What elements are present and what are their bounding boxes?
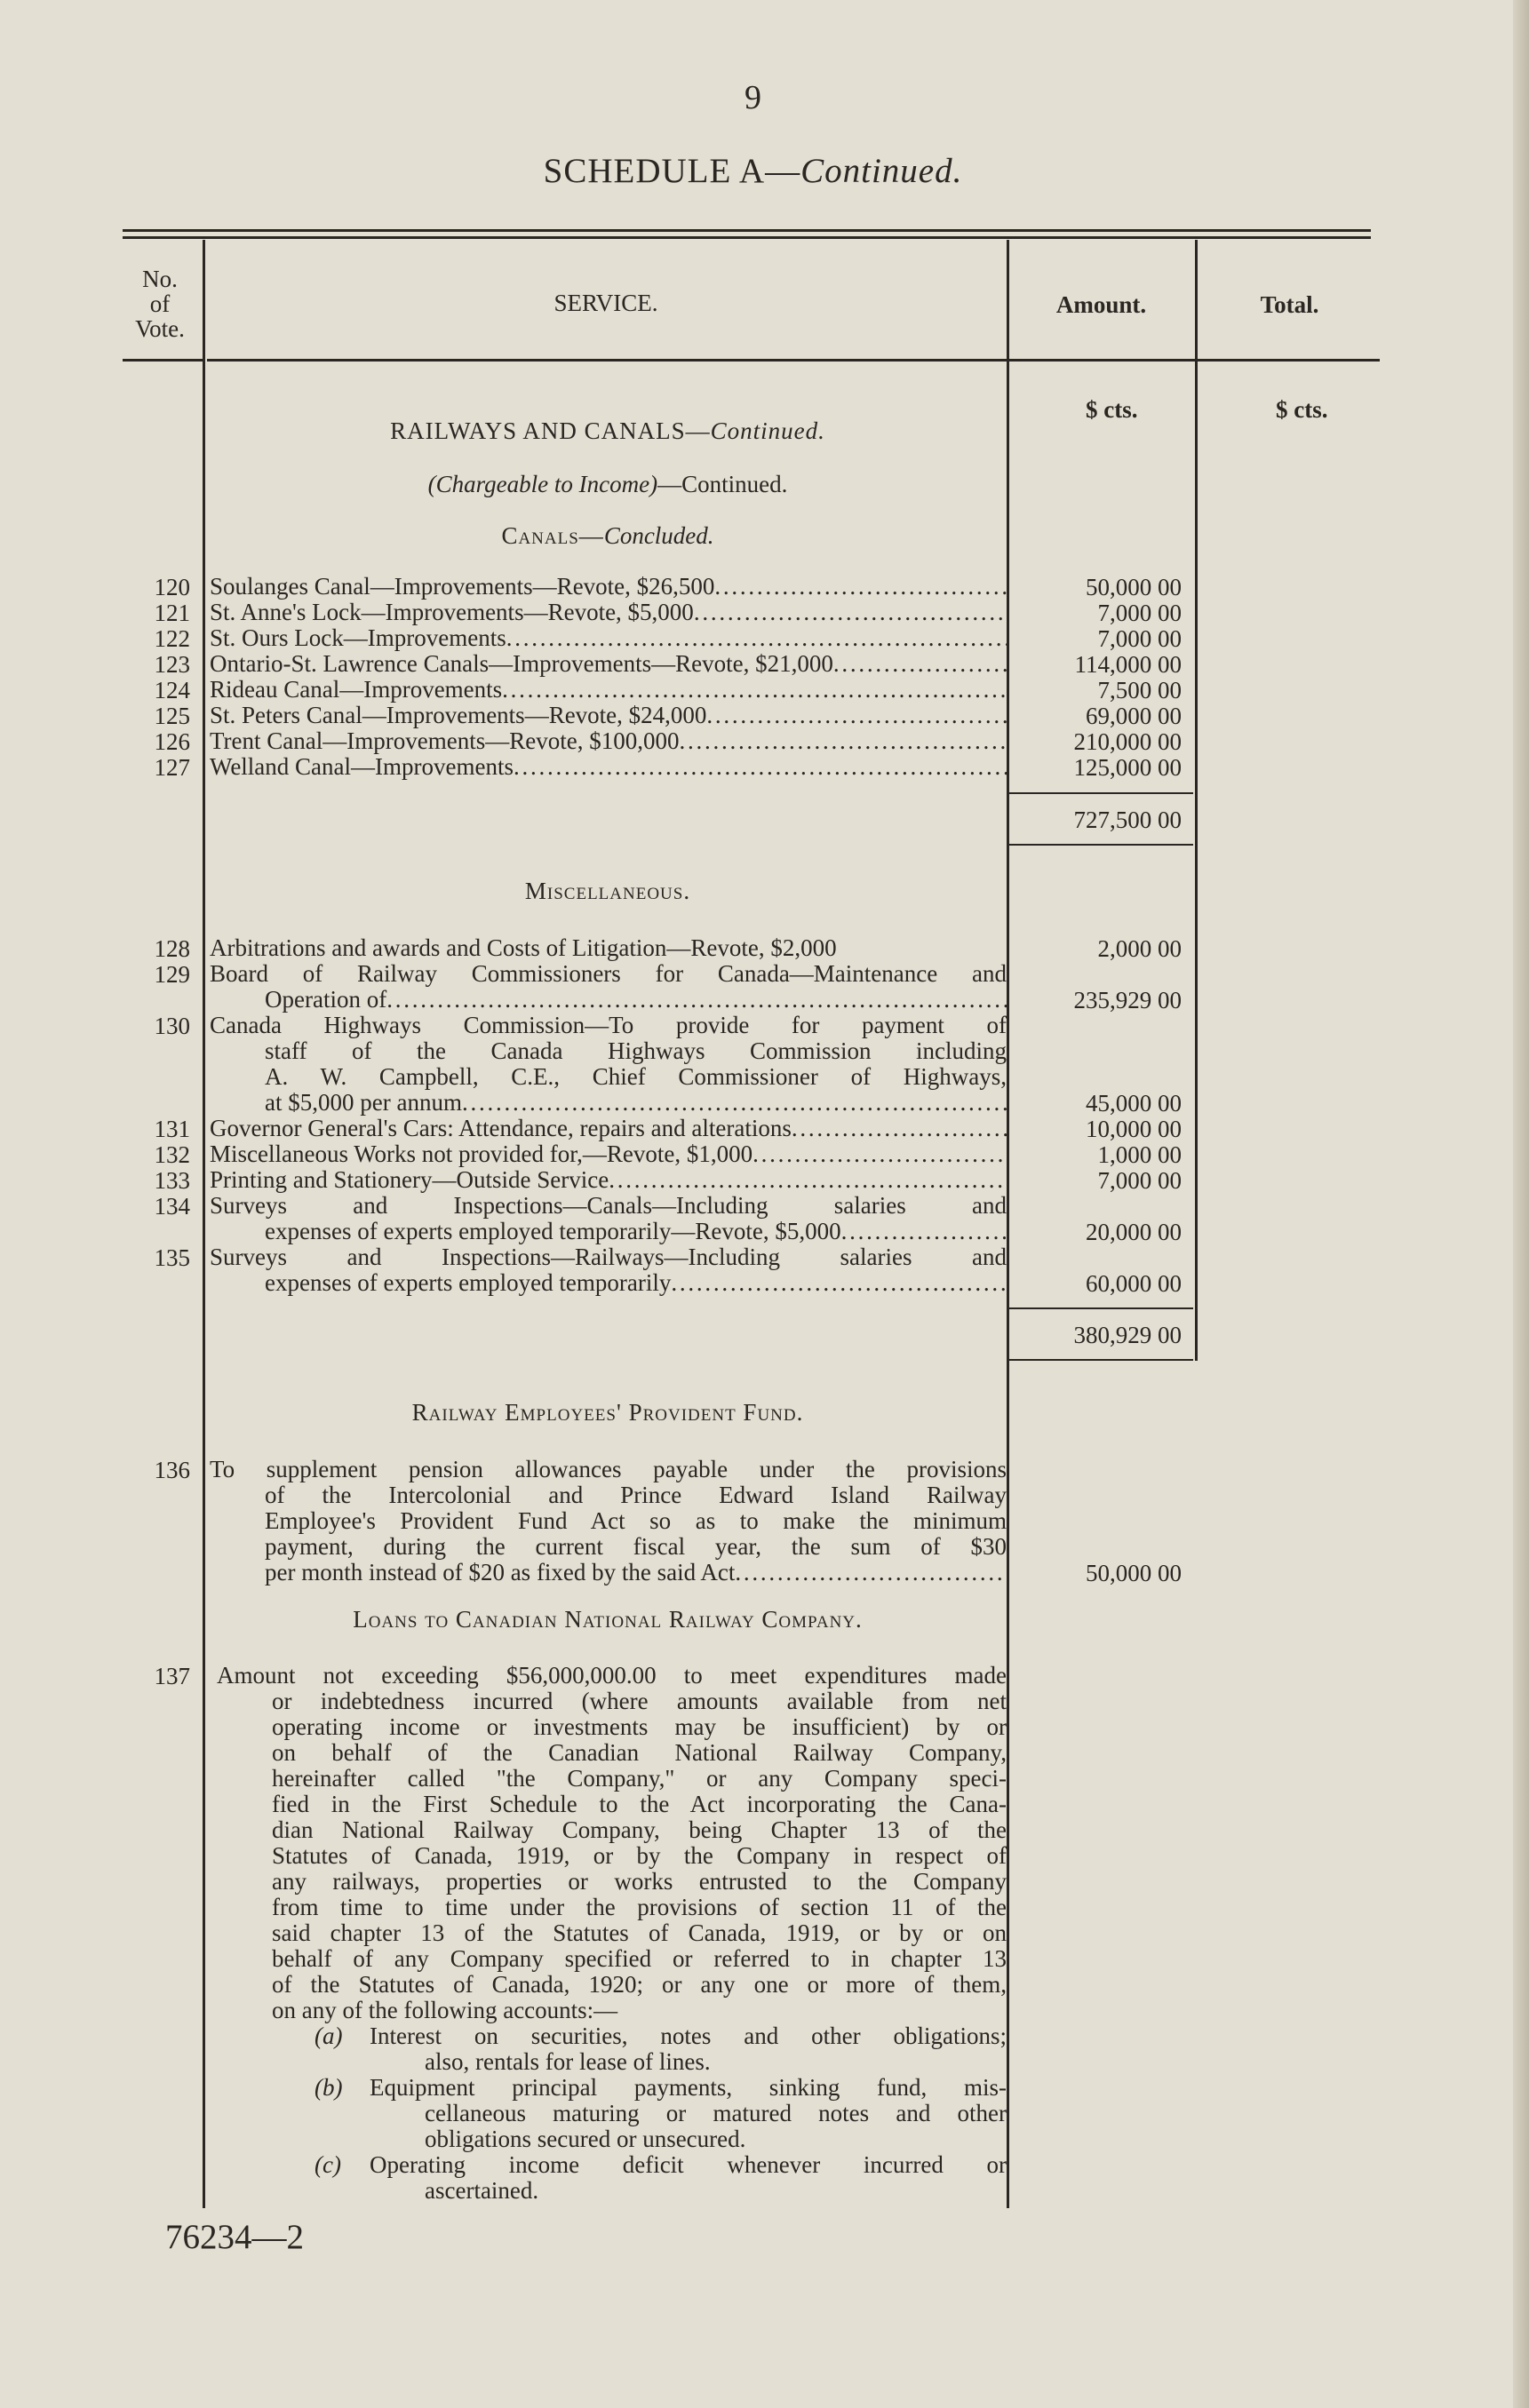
amount-value: 7,500 00 [1097, 677, 1182, 703]
service-text: also, rentals for lease of lines. [425, 2048, 711, 2075]
total-col-header: Total. [1260, 291, 1319, 318]
service-text: at $5,000 per annum [265, 1089, 462, 1116]
chargeable-heading: (Chargeable to Income)—Continued. [427, 471, 788, 497]
col-divider-vote [203, 240, 205, 2208]
service-text: Operation of [265, 986, 387, 1013]
vote-number: 130 [154, 1013, 190, 1039]
service-text: Amount not exceeding $56,000,000.00 to meet expenditures made [217, 1662, 1007, 1689]
service-text: staff of the Canada Highways Commission including [265, 1037, 1007, 1064]
page-edge [1513, 0, 1529, 2408]
amount-value: 235,929 00 [1073, 987, 1182, 1013]
service-text: payment, during the current fiscal year, the sum of $30 [265, 1533, 1007, 1560]
service-text: A. W. Campbell, C.E., Chief Commissioner of Highways, [265, 1063, 1007, 1090]
service-text: Governor General's Cars: Attendance, repairs and alterations [210, 1115, 792, 1141]
vote-number: 124 [154, 677, 190, 703]
service-text: any railways, properties or works entrusted to the Company [272, 1868, 1007, 1895]
amount-value: 114,000 00 [1074, 651, 1182, 678]
service-text: obligations secured or unsecured. [425, 2126, 746, 2152]
amount-value: 50,000 00 [1086, 1560, 1182, 1586]
vote-number: 132 [154, 1141, 190, 1168]
canals-services [210, 574, 1007, 780]
service-text: said chapter 13 of the Statutes of Canada, 1919, or by or on [272, 1919, 1007, 1946]
misc-total: 380,929 00 [1073, 1322, 1182, 1348]
service-text: from time to time under the provisions of section 11 of the [272, 1894, 1007, 1920]
vote-number: 136 [154, 1457, 190, 1483]
service-text: Printing and Stationery—Outside Service [210, 1166, 609, 1193]
vote-number: 137 [154, 1663, 190, 1689]
vote-number: 125 [154, 703, 190, 729]
service-text: Canada Highways Commission—To provide for payment of [210, 1012, 1007, 1038]
provident-service [210, 1457, 1007, 1585]
misc-services [210, 935, 1007, 1296]
provident-heading: Railway Employees' Provident Fund. [411, 1399, 804, 1426]
service-text: behalf of any Company specified or referred to in chapter 13 [272, 1945, 1007, 1972]
vote-number: 127 [154, 754, 190, 781]
service-text: To supplement pension allowances payable under the provisions [210, 1456, 1007, 1482]
service-text: Surveys and Inspections—Canals—Including salaries and [210, 1192, 1007, 1219]
sub-label: (c) [315, 2151, 341, 2178]
service-col-header: SERVICE. [553, 290, 658, 316]
vote-number: 135 [154, 1244, 190, 1271]
service-text: operating income or investments may be insufficient) by or [272, 1713, 1007, 1740]
sub-label: (b) [315, 2074, 343, 2101]
service-text: Trent Canal—Improvements—Revote, $100,000 [210, 727, 680, 754]
vote-number: 120 [154, 574, 190, 600]
loans-heading: Loans to Canadian National Railway Company. [353, 1606, 863, 1633]
service-text: dian National Railway Company, being Chapter 13 of the [272, 1816, 1007, 1843]
amount-value: 60,000 00 [1086, 1270, 1182, 1297]
service-text: Equipment principal payments, sinking fund, mis- [370, 2074, 1007, 2101]
amount-value: 210,000 00 [1073, 728, 1182, 755]
misc-subtotal-rule-top [1008, 1307, 1193, 1309]
service-text: per month instead of $20 as fixed by the said Act [265, 1559, 736, 1585]
service-text: of the Statutes of Canada, 1920; or any one or more of them, [272, 1971, 1007, 1998]
amount-col-header: Amount. [1055, 291, 1147, 318]
service-text: Rideau Canal—Improvements [210, 676, 503, 703]
vote-number: 122 [154, 625, 190, 652]
top-rule-1 [123, 229, 1371, 232]
service-text: Interest on securities, notes and other obligations; [370, 2023, 1007, 2049]
top-rule-2 [123, 236, 1371, 239]
amount-value: 7,000 00 [1097, 600, 1182, 626]
vote-col-header: No. of Vote. [135, 266, 185, 342]
amount-units: $ cts. [1086, 396, 1138, 423]
vote-number: 131 [154, 1116, 190, 1142]
service-text: Employee's Provident Fund Act so as to make the minimum [265, 1507, 1007, 1534]
service-text: hereinafter called "the Company," or any Company speci- [272, 1765, 1007, 1792]
railways-heading: RAILWAYS AND CANALS—Continued. [390, 417, 825, 444]
canals-subtotal-rule-bottom [1008, 844, 1193, 846]
service-text: St. Ours Lock—Improvements [210, 624, 506, 651]
service-text: on any of the following accounts:— [272, 1997, 618, 2023]
service-text: cellaneous maturing or matured notes and other [425, 2100, 1007, 2126]
vote-number: 123 [154, 651, 190, 678]
misc-subtotal-rule-bottom [1008, 1359, 1193, 1361]
service-text: expenses of experts employed temporarily—Revote, $5,000 [265, 1218, 841, 1244]
service-text: Welland Canal—Improvements [210, 753, 514, 780]
amount-value: 2,000 00 [1097, 935, 1182, 962]
service-text: Operating income deficit whenever incurred or [370, 2151, 1007, 2178]
service-text: on behalf of the Canadian National Railway Company, [272, 1739, 1007, 1766]
total-units: $ cts. [1276, 396, 1328, 423]
vote-number: 121 [154, 600, 190, 626]
loans-service [217, 1663, 1007, 2204]
col-divider-total [1195, 240, 1198, 1361]
service-text: Ontario-St. Lawrence Canals—Improvements—Revote, $21,000 [210, 650, 833, 677]
service-text: Surveys and Inspections—Railways—Including salaries and [210, 1244, 1007, 1270]
service-text: ascertained. [425, 2177, 539, 2204]
misc-heading: Miscellaneous. [524, 878, 691, 904]
canals-total: 727,500 00 [1073, 807, 1182, 833]
sub-label: (a) [315, 2023, 343, 2049]
amount-value: 125,000 00 [1073, 754, 1182, 781]
footer-code: 76234—2 [165, 2218, 304, 2256]
amount-value: 7,000 00 [1097, 1167, 1182, 1194]
service-text: St. Peters Canal—Improvements—Revote, $24,000 [210, 702, 707, 728]
canals-subtotal-rule-top [1008, 792, 1193, 794]
amount-value: 1,000 00 [1097, 1141, 1182, 1168]
header-rule-vote [123, 359, 204, 362]
service-text: Miscellaneous Works not provided for,—Revote, $1,000 [210, 1140, 753, 1167]
amount-value: 50,000 00 [1086, 574, 1182, 600]
amount-value: 45,000 00 [1086, 1090, 1182, 1117]
header-rule-main [207, 359, 1380, 362]
service-text: fied in the First Schedule to the Act incorporating the Cana- [272, 1791, 1007, 1817]
amount-value: 20,000 00 [1086, 1219, 1182, 1245]
service-text: Statutes of Canada, 1919, or by the Company in respect of [272, 1842, 1007, 1869]
service-text: Arbitrations and awards and Costs of Litigation—Revote, $2,000 [210, 934, 837, 961]
service-text: of the Intercolonial and Prince Edward Island Railway [265, 1482, 1007, 1508]
vote-number: 134 [154, 1193, 190, 1220]
vote-number: 129 [154, 961, 190, 988]
canals-heading: Canals—Concluded. [501, 522, 714, 549]
vote-number: 128 [154, 935, 190, 962]
amount-value: 69,000 00 [1086, 703, 1182, 729]
vote-number: 126 [154, 728, 190, 755]
service-text: expenses of experts employed temporarily [265, 1269, 672, 1296]
amount-value: 10,000 00 [1086, 1116, 1182, 1142]
service-text: Soulanges Canal—Improvements—Revote, $26,500 [210, 573, 715, 600]
service-text: or indebtedness incurred (where amounts available from net [272, 1688, 1007, 1714]
schedule-title: SCHEDULE A—Continued. [543, 152, 963, 190]
service-text: St. Anne's Lock—Improvements—Revote, $5,000 [210, 599, 694, 625]
vote-number: 133 [154, 1167, 190, 1194]
service-text: Board of Railway Commissioners for Canada—Maintenance and [210, 960, 1007, 987]
amount-value: 7,000 00 [1097, 625, 1182, 652]
page-number: 9 [745, 79, 761, 116]
